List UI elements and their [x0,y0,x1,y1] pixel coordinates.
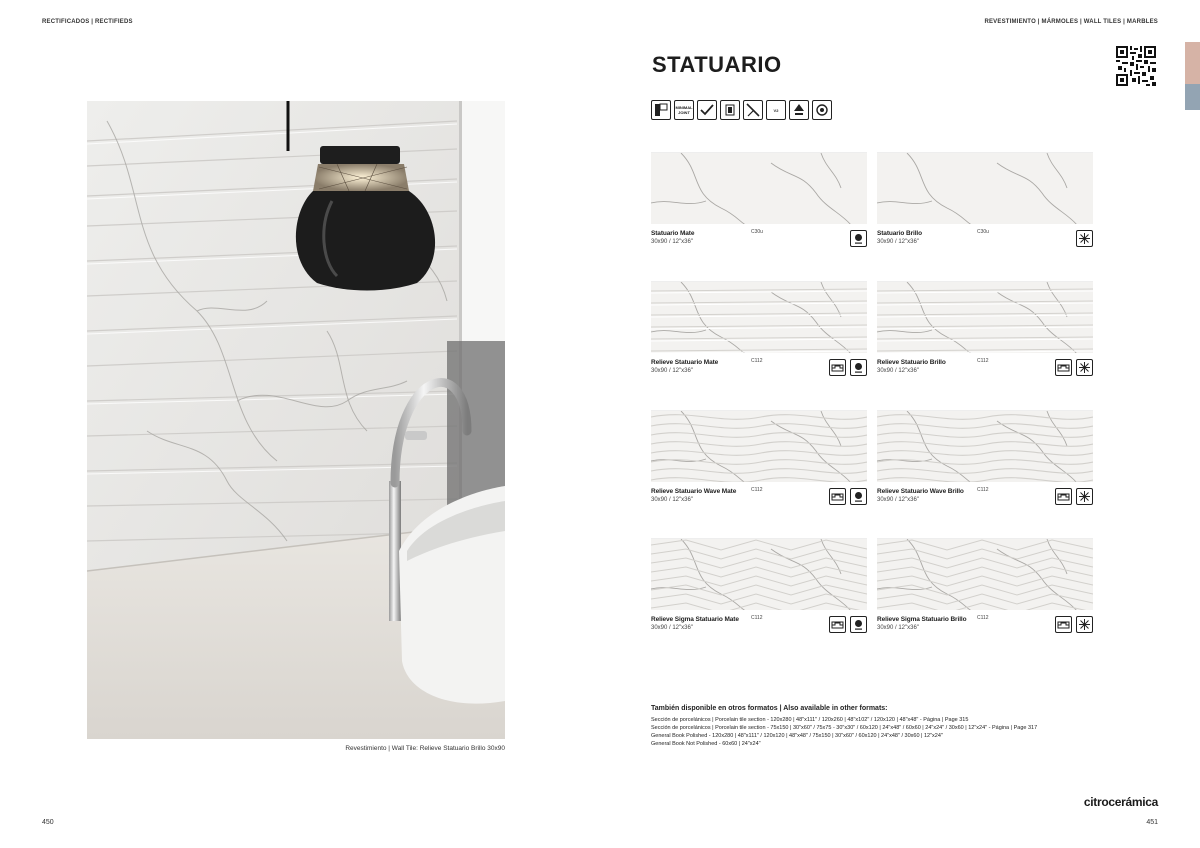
product-size: 30x90 / 12"x36" [651,239,693,245]
tile-swatch-image [651,410,867,482]
product-name: Relieve Statuario Wave Mate [651,488,737,495]
gloss-finish-icon [1076,359,1093,376]
tile-swatch-image [651,538,867,610]
eco-icon [812,100,832,120]
matte-finish-icon [850,616,867,633]
product-code: C112 [977,615,989,621]
matte-finish-icon [850,488,867,505]
product-tile [877,410,1093,503]
tile-swatch-image [877,281,1093,353]
product-code: C30u [751,229,763,235]
section-tab-pink [1185,42,1200,84]
availability-title: También disponible en otros formatos | Also available in other formats: [651,705,888,712]
page-title: STATUARIO [652,52,782,77]
brand-logo: citrocerámica [1083,795,1158,809]
tile-swatch-image [877,538,1093,610]
product-name: Statuario Brillo [877,230,922,237]
shade-variation-icon [766,100,786,120]
matte-finish-icon [850,359,867,376]
page-number-left: 450 [42,819,54,826]
relief-icon [829,488,846,505]
relief-icon [1055,616,1072,633]
product-size: 30x90 / 12"x36" [651,625,693,631]
product-code: C112 [751,358,763,364]
gloss-finish-icon [1076,230,1093,247]
relief-icon [1055,488,1072,505]
section-tabs [1185,42,1200,110]
product-tile [877,538,1093,631]
tile-swatch-image [651,281,867,353]
availability-line: General Book Polished - 120x280 | 48"x111" / 120x120 | 48"x48" / 75x150 | 30"x60" / 60x120 | 24"x48" / 30x60 | 12"x24" [651,733,943,739]
product-name: Relieve Sigma Statuario Brillo [877,616,967,623]
qr-code-icon [1116,46,1156,86]
product-code: C30u [977,229,989,235]
product-tile [877,281,1093,374]
product-code: C112 [977,358,989,364]
matte-finish-icon [850,230,867,247]
product-tile [651,152,867,245]
gloss-finish-icon [1076,488,1093,505]
relief-icon [829,359,846,376]
relief-icon [829,616,846,633]
stain-resistant-icon [743,100,763,120]
product-size: 30x90 / 12"x36" [877,239,919,245]
recycle-icon [789,100,809,120]
bathroom-photo [87,101,505,739]
frost-icon [720,100,740,120]
wall-tile-icon [651,100,671,120]
product-tile [651,410,867,503]
relief-icon [1055,359,1072,376]
running-header-right: REVESTIMIENTO | MÁRMOLES | WALL TILES | MARBLES [984,19,1158,25]
product-code: C112 [751,487,763,493]
product-name: Relieve Statuario Mate [651,359,719,366]
product-size: 30x90 / 12"x36" [651,497,693,503]
availability-line: Sección de porcelánicos | Porcelain tile section - 75x150 | 30"x60" / 75x75 - 30"x30" / 60x120 | 24"x48" / 60x60 | 24"x24" / 30x60 | 12"x24" - Página | Page 317 [651,725,1038,731]
tile-swatch-image [877,410,1093,482]
product-tile [651,538,867,631]
product-tile [877,152,1093,245]
check-icon [697,100,717,120]
product-code: C112 [977,487,989,493]
tile-swatch-image [877,152,1093,224]
page-number-right: 451 [1146,819,1158,826]
property-icon-label: V2 [773,107,779,113]
rectified-icon [674,100,694,120]
running-header-left: RECTIFICADOS | RECTIFIEDS [42,19,133,25]
product-name: Relieve Statuario Brillo [877,359,946,366]
product-name: Relieve Statuario Wave Brillo [877,488,964,495]
product-size: 30x90 / 12"x36" [877,368,919,374]
availability-line: Sección de porcelánicos | Porcelain tile section - 120x280 | 48"x111" / 120x260 | 48"x102" / 120x120 | 48"x48" - Página | Page 315 [651,717,969,723]
section-tab-blue [1185,84,1200,110]
photo-caption: Revestimiento | Wall Tile: Relieve Statuario Brillo 30x90 [345,745,505,752]
property-icon-label: MINIMAL JOINT [675,105,693,115]
property-icons [651,100,832,120]
bathroom-interior-photo [87,101,505,739]
product-code: C112 [751,615,763,621]
gloss-finish-icon [1076,616,1093,633]
product-name: Relieve Sigma Statuario Mate [651,616,739,623]
product-size: 30x90 / 12"x36" [877,497,919,503]
availability-block [651,705,1037,748]
product-size: 30x90 / 12"x36" [651,368,693,374]
product-name: Statuario Mate [651,230,695,237]
product-size: 30x90 / 12"x36" [877,625,919,631]
tile-swatch-image [651,152,867,224]
availability-line: General Book Not Polished - 60x60 | 24"x24" [651,741,761,747]
product-tile [651,281,867,374]
